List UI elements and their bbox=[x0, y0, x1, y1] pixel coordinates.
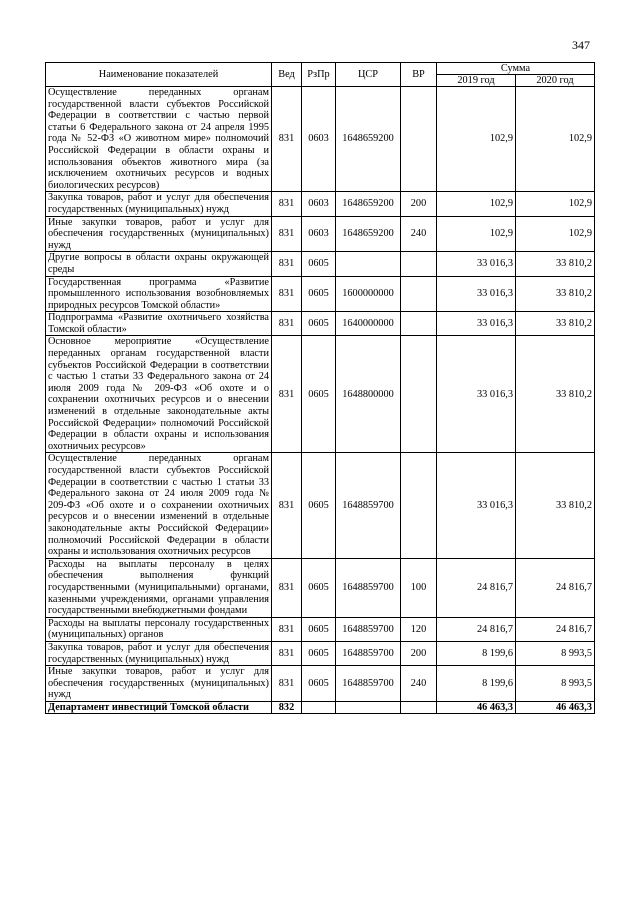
row-ved: 831 bbox=[272, 87, 302, 192]
table-row bbox=[46, 216, 595, 252]
row-rzpr: 0605 bbox=[302, 276, 336, 312]
row-rzpr: 0605 bbox=[302, 252, 336, 276]
total-csr bbox=[336, 701, 401, 714]
row-ved: 831 bbox=[272, 558, 302, 617]
row-name: Закупка товаров, работ и услуг для обеспечения государственных (муниципальных) нужд bbox=[46, 641, 272, 665]
table-row bbox=[46, 192, 595, 216]
table-row bbox=[46, 312, 595, 336]
row-sum-2020: 8 993,5 bbox=[516, 666, 595, 702]
row-csr: 1648800000 bbox=[336, 336, 401, 453]
row-name: Расходы на выплаты персоналу государственных (муниципальных) органов bbox=[46, 617, 272, 641]
row-sum-2019: 33 016,3 bbox=[437, 252, 516, 276]
row-ved: 831 bbox=[272, 216, 302, 252]
row-name: Основное мероприятие «Осуществление переданных органам государственной власти субъектов Российской Федерации в соответствии с частью 1 статьи 33 Федерального закона от 24 июля 2009 года № 209-ФЗ «Об охоте и о сохранении охотничьих ресурсов и о внесении изменений в отдельные законодательные акты Российской Федерации» полномочий Российской Федерации в области охраны и использования охотничьих ресурсов» bbox=[46, 336, 272, 453]
table-row bbox=[46, 336, 595, 453]
row-rzpr: 0605 bbox=[302, 312, 336, 336]
row-sum-2020: 33 810,2 bbox=[516, 252, 595, 276]
row-sum-2020: 102,9 bbox=[516, 87, 595, 192]
row-sum-2019: 33 016,3 bbox=[437, 312, 516, 336]
row-name: Закупка товаров, работ и услуг для обеспечения государственных (муниципальных) нужд bbox=[46, 192, 272, 216]
row-vr: 240 bbox=[401, 216, 437, 252]
row-rzpr: 0605 bbox=[302, 336, 336, 453]
header-name: Наименование показателей bbox=[46, 63, 272, 87]
row-name: Другие вопросы в области охраны окружающей среды bbox=[46, 252, 272, 276]
row-vr bbox=[401, 453, 437, 558]
row-sum-2019: 8 199,6 bbox=[437, 666, 516, 702]
table-row bbox=[46, 617, 595, 641]
header-ved: Вед bbox=[272, 63, 302, 87]
row-rzpr: 0603 bbox=[302, 216, 336, 252]
row-sum-2019: 33 016,3 bbox=[437, 453, 516, 558]
row-csr: 1648659200 bbox=[336, 87, 401, 192]
row-rzpr: 0605 bbox=[302, 558, 336, 617]
row-sum-2019: 102,9 bbox=[437, 87, 516, 192]
row-sum-2019: 8 199,6 bbox=[437, 641, 516, 665]
row-rzpr: 0605 bbox=[302, 641, 336, 665]
row-sum-2020: 102,9 bbox=[516, 192, 595, 216]
total-name: Департамент инвестиций Томской области bbox=[46, 701, 272, 714]
header-csr: ЦСР bbox=[336, 63, 401, 87]
row-name: Осуществление переданных органам государственной власти субъектов Российской Федерации в соответствии с частью 1 статьи 33 Федерального закона от 24 июля 2009 года № 209-ФЗ «Об охоте и о сохранении охотничьих ресурсов и о внесении изменений в отдельные законодательные акты Российской Федерации» полномочий Российской Федерации в области охраны и использования охотничьих ресурсов bbox=[46, 453, 272, 558]
row-sum-2019: 102,9 bbox=[437, 216, 516, 252]
table-body bbox=[46, 87, 595, 702]
row-ved: 831 bbox=[272, 312, 302, 336]
row-ved: 831 bbox=[272, 453, 302, 558]
row-csr: 1648859700 bbox=[336, 617, 401, 641]
row-name: Осуществление переданных органам государственной власти субъектов Российской Федерации в соответствии с частью первой статьи 6 Федерального закона от 24 апреля 1995 года № 52-ФЗ «О животном мире» полномочий Российской Федерации в области охраны и использования объектов животного мира (за исключением охотничьих ресурсов и водных биологических ресурсов) bbox=[46, 87, 272, 192]
row-csr: 1600000000 bbox=[336, 276, 401, 312]
row-ved: 831 bbox=[272, 252, 302, 276]
row-csr: 1648659200 bbox=[336, 216, 401, 252]
row-csr: 1648859700 bbox=[336, 641, 401, 665]
row-sum-2020: 33 810,2 bbox=[516, 312, 595, 336]
row-name: Иные закупки товаров, работ и услуг для обеспечения государственных (муниципальных) нужд bbox=[46, 666, 272, 702]
row-ved: 831 bbox=[272, 641, 302, 665]
table-row bbox=[46, 87, 595, 192]
row-vr bbox=[401, 252, 437, 276]
row-sum-2019: 102,9 bbox=[437, 192, 516, 216]
row-sum-2020: 24 816,7 bbox=[516, 558, 595, 617]
row-ved: 831 bbox=[272, 192, 302, 216]
row-csr bbox=[336, 252, 401, 276]
row-sum-2019: 24 816,7 bbox=[437, 558, 516, 617]
row-ved: 831 bbox=[272, 276, 302, 312]
row-csr: 1648859700 bbox=[336, 558, 401, 617]
budget-table bbox=[45, 62, 595, 714]
header-sum: Сумма bbox=[437, 63, 595, 75]
row-rzpr: 0603 bbox=[302, 87, 336, 192]
row-name: Иные закупки товаров, работ и услуг для обеспечения государственных (муниципальных) нужд bbox=[46, 216, 272, 252]
row-sum-2019: 33 016,3 bbox=[437, 276, 516, 312]
row-csr: 1648859700 bbox=[336, 666, 401, 702]
row-sum-2020: 102,9 bbox=[516, 216, 595, 252]
row-sum-2019: 24 816,7 bbox=[437, 617, 516, 641]
row-sum-2020: 33 810,2 bbox=[516, 336, 595, 453]
row-vr bbox=[401, 87, 437, 192]
row-sum-2020: 33 810,2 bbox=[516, 276, 595, 312]
table-row bbox=[46, 641, 595, 665]
row-ved: 831 bbox=[272, 617, 302, 641]
header-year-2019: 2019 год bbox=[437, 75, 516, 87]
header-vr: ВР bbox=[401, 63, 437, 87]
row-vr: 200 bbox=[401, 641, 437, 665]
row-rzpr: 0605 bbox=[302, 666, 336, 702]
row-sum-2020: 8 993,5 bbox=[516, 641, 595, 665]
row-csr: 1640000000 bbox=[336, 312, 401, 336]
row-vr bbox=[401, 312, 437, 336]
table-row bbox=[46, 252, 595, 276]
row-vr bbox=[401, 276, 437, 312]
row-rzpr: 0603 bbox=[302, 192, 336, 216]
table-row bbox=[46, 558, 595, 617]
row-vr: 200 bbox=[401, 192, 437, 216]
row-vr bbox=[401, 336, 437, 453]
row-csr: 1648659200 bbox=[336, 192, 401, 216]
row-name: Государственная программа «Развитие промышленного использования возобновляемых природных ресурсов Томской области» bbox=[46, 276, 272, 312]
total-ved: 832 bbox=[272, 701, 302, 714]
page-number: 347 bbox=[572, 38, 590, 52]
total-sum-2020: 46 463,3 bbox=[516, 701, 595, 714]
total-sum-2019: 46 463,3 bbox=[437, 701, 516, 714]
table-row bbox=[46, 453, 595, 558]
row-vr: 120 bbox=[401, 617, 437, 641]
row-sum-2020: 33 810,2 bbox=[516, 453, 595, 558]
row-ved: 831 bbox=[272, 666, 302, 702]
table-row bbox=[46, 666, 595, 702]
row-sum-2019: 33 016,3 bbox=[437, 336, 516, 453]
header-rzpr: РзПр bbox=[302, 63, 336, 87]
row-sum-2020: 24 816,7 bbox=[516, 617, 595, 641]
row-vr: 240 bbox=[401, 666, 437, 702]
header-year-2020: 2020 год bbox=[516, 75, 595, 87]
total-row bbox=[46, 701, 595, 714]
table-row bbox=[46, 276, 595, 312]
total-vr bbox=[401, 701, 437, 714]
row-rzpr: 0605 bbox=[302, 617, 336, 641]
total-rzpr bbox=[302, 701, 336, 714]
row-name: Расходы на выплаты персоналу в целях обеспечения выполнения функций государственными (муниципальными) органами, казенными учреждениями, органами управления государственными внебюджетными фондами bbox=[46, 558, 272, 617]
row-csr: 1648859700 bbox=[336, 453, 401, 558]
row-ved: 831 bbox=[272, 336, 302, 453]
row-name: Подпрограмма «Развитие охотничьего хозяйства Томской области» bbox=[46, 312, 272, 336]
row-rzpr: 0605 bbox=[302, 453, 336, 558]
row-vr: 100 bbox=[401, 558, 437, 617]
